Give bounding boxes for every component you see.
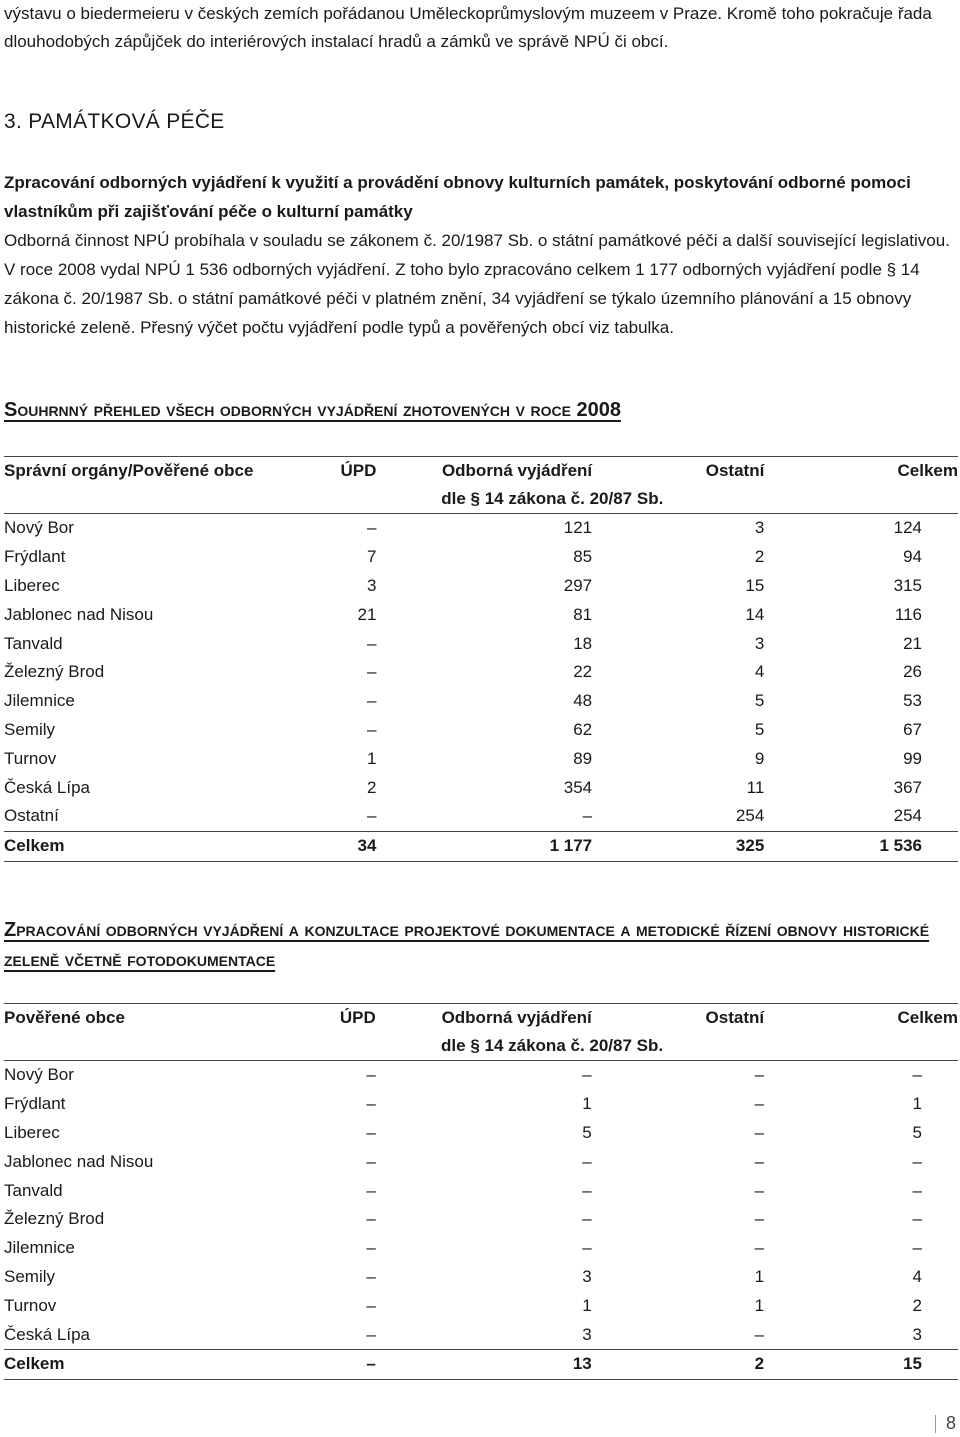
row-value: 11 [746,777,765,797]
row-value: – [582,806,593,826]
row-label: Liberec [4,1122,60,1142]
table-row [4,744,958,773]
row-value: – [754,1122,765,1142]
row-value: – [754,1209,765,1229]
table1-header-col3: Ostatní [592,457,764,486]
row-value: 121 [563,518,593,538]
table1-header-col1: ÚPD [291,457,376,486]
row-value: – [366,1151,376,1171]
row-value: 9 [754,748,765,768]
row-value: – [582,1151,592,1171]
row-label: Liberec [4,575,60,595]
page-number-divider [935,1415,936,1433]
table-row [4,1234,958,1263]
table-row [4,1176,958,1205]
row-value: – [912,1151,922,1171]
row-value: – [366,1295,376,1315]
row-label: Turnov [4,748,57,768]
row-label: Nový Bor [4,518,74,538]
row-value: 18 [573,633,593,653]
table-total-row [4,831,958,861]
row-value: 3 [754,518,765,538]
row-value: 26 [903,662,922,682]
row-label: Semily [4,1266,56,1286]
row-value: – [366,1094,376,1114]
row-label: Semily [4,719,56,739]
row-value: 62 [573,719,593,739]
total-label: Celkem [4,1349,291,1379]
row-value: – [582,1065,592,1085]
row-label: Ostatní [4,806,59,826]
row-label: Tanvald [4,633,63,653]
row-value: 124 [893,518,922,538]
row-value: 21 [903,633,922,653]
row-value: 5 [754,719,765,739]
row-value: 5 [582,1122,592,1142]
row-value: 2 [366,777,377,797]
table2-title: Zpracování odborných vyjádření a konzultace projektové dokumentace a metodické řízení obnovy historické zeleně včetně fotodokumentace [4,919,930,971]
row-value: 315 [893,575,922,595]
row-value: 21 [357,604,377,624]
row-value: – [366,691,377,711]
table-row [4,600,958,629]
row-value: 14 [745,604,765,624]
row-value: 67 [903,719,922,739]
table-row [4,1263,958,1292]
row-value: 89 [573,748,593,768]
row-value: – [912,1065,922,1085]
total-value: 325 [592,831,764,861]
row-value: 354 [563,777,593,797]
row-value: 367 [893,777,922,797]
row-value: – [366,1122,376,1142]
table-row [4,543,958,572]
row-value: 85 [573,547,593,567]
total-value: 13 [376,1349,592,1379]
row-value: – [754,1094,765,1114]
total-value: 34 [291,831,376,861]
row-value: – [366,719,377,739]
row-value: – [366,1209,376,1229]
table-row [4,773,958,802]
table-row [4,658,958,687]
table2-header-row [4,1004,958,1033]
row-value: – [754,1065,765,1085]
table-row [4,1291,958,1320]
table1-subheader-row [4,485,958,514]
table2-header-col3: Ostatní [592,1004,764,1033]
table-row [4,1147,958,1176]
row-value: 116 [894,604,922,624]
row-value: 5 [754,691,765,711]
row-value: – [582,1209,592,1229]
table1-title: Souhrnný přehled všech odborných vyjádření zhotovených v roce 2008 [4,399,621,421]
row-value: – [912,1180,922,1200]
table1-header-col2: Odborná vyjádření [376,457,592,486]
table-total-row [4,1349,958,1379]
total-value: 1 177 [376,831,592,861]
section-paragraph: Odborná činnost NPÚ probíhala v souladu se zákonem č. 20/1987 Sb. o státní památkové péči a další související legislativou. V roce 2008 vydal NPÚ 1 536 odborných vyjádření. Z toho bylo zpracováno celkem 1 177 odborných vyjádření podle § 14 zákona č. 20/1987 Sb. o státní památkové péči v platném znění, 34 vyjádření se týkalo územního plánování a 15 obnovy historické zeleně. Přesný výčet počtu vyjádření podle typů a pověřených obcí viz tabulka. [4,231,950,337]
row-label: Frýdlant [4,547,66,567]
total-value: 1 536 [764,831,958,861]
row-value: – [366,1266,376,1286]
table-row [4,514,958,543]
row-value: 7 [366,547,377,567]
row-value: 2 [912,1295,922,1315]
row-value: 254 [893,806,922,826]
table-row [4,716,958,745]
row-value: 1 [366,748,377,768]
row-value: – [754,1151,765,1171]
table-row [4,572,958,601]
row-value: 3 [582,1324,592,1344]
total-value: 15 [764,1349,958,1379]
row-label: Železný Brod [4,662,105,682]
table2 [4,1003,958,1380]
row-value: – [582,1180,592,1200]
row-value: 254 [735,806,765,826]
table-row [4,687,958,716]
table2-subheader: dle § 14 zákona č. 20/87 Sb. [376,1032,764,1061]
section-heading: 3. PAMÁTKOVÁ PÉČE [4,110,225,133]
total-value: 2 [592,1349,764,1379]
intro-line-1: výstavu o biedermeieru v českých zemích pořádanou Uměleckoprůmyslovým muzeem v Praze. Kromě toho pokračuje řada [4,4,932,23]
row-value: 5 [912,1122,922,1142]
row-label: Česká Lípa [4,1324,90,1344]
total-value: – [291,1349,376,1379]
row-label: Jablonec nad Nisou [4,604,154,624]
table2-subheader-row [4,1032,958,1061]
row-value: 3 [754,633,765,653]
row-value: – [366,806,377,826]
row-label: Železný Brod [4,1209,105,1229]
row-value: – [366,662,377,682]
table-row [4,1061,958,1090]
row-value: – [366,1065,376,1085]
row-value: 4 [912,1266,922,1286]
total-label: Celkem [4,831,291,861]
row-label: Turnov [4,1295,57,1315]
row-value: 99 [903,748,922,768]
row-label: Jablonec nad Nisou [4,1151,154,1171]
row-value: 15 [745,575,765,595]
table-row [4,802,958,831]
table1-header-col0: Správní orgány/Pověřené obce [4,457,291,486]
row-value: 53 [903,691,922,711]
table2-header-col4: Celkem [764,1004,958,1033]
table-row [4,1205,958,1234]
row-value: 2 [754,547,765,567]
row-value: 1 [754,1295,765,1315]
row-label: Česká Lípa [4,777,90,797]
row-value: 3 [366,575,377,595]
row-value: – [912,1209,922,1229]
table1-header-row [4,457,958,486]
row-value: 297 [563,575,593,595]
table2-header-col1: ÚPD [291,1004,376,1033]
row-value: 48 [573,691,593,711]
row-value: 4 [754,662,765,682]
row-value: 1 [912,1094,922,1114]
row-value: – [366,1238,376,1258]
table1-subheader: dle § 14 zákona č. 20/87 Sb. [376,485,764,514]
row-value: – [366,1180,376,1200]
row-value: 81 [573,604,593,624]
page-number: 8 [935,1413,956,1434]
table2-header-col2: Odborná vyjádření [376,1004,592,1033]
row-label: Tanvald [4,1180,63,1200]
row-value: 1 [582,1295,592,1315]
table-row [4,1320,958,1349]
table-row [4,1090,958,1119]
table1-header-col4: Celkem [764,457,958,486]
row-label: Nový Bor [4,1065,74,1085]
intro-text [4,0,932,56]
intro-line-2: dlouhodobých zápůjček do interiérových instalací hradů a zámků ve správě NPÚ či obcí. [4,32,669,51]
row-value: – [754,1324,765,1344]
row-value: 22 [573,662,593,682]
row-value: – [366,633,377,653]
row-value: – [366,518,377,538]
row-value: – [366,1324,376,1344]
row-value: 3 [582,1266,592,1286]
table1-body [4,514,958,862]
table-row [4,1119,958,1148]
row-value: 3 [912,1324,922,1344]
row-value: – [912,1238,922,1258]
row-label: Jilemnice [4,1238,75,1258]
row-value: – [754,1180,765,1200]
row-value: – [582,1238,592,1258]
row-value: 1 [754,1266,765,1286]
table1 [4,456,958,862]
row-value: 1 [582,1094,592,1114]
row-value: – [754,1238,765,1258]
row-value: 94 [903,547,922,567]
table2-body [4,1061,958,1380]
table2-header-col0: Pověřené obce [4,1004,291,1033]
row-label: Jilemnice [4,691,75,711]
row-label: Frýdlant [4,1094,66,1114]
section-subheading: Zpracování odborných vyjádření k využití a provádění obnovy kulturních památek, poskytování odborné pomoci vlastníkům při zajišťování péče o kulturní památky [4,173,911,221]
table-row [4,629,958,658]
